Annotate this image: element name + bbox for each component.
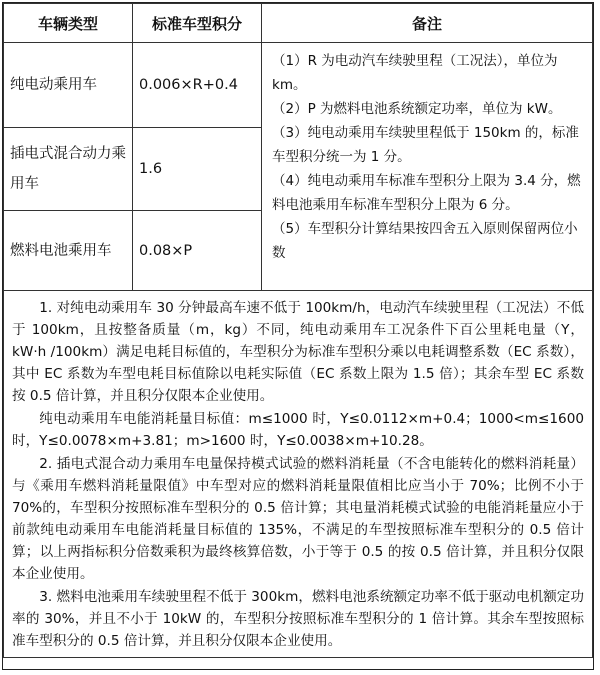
score-bev: 0.006×R+0.4 <box>133 43 262 128</box>
note-paragraph: 2. 插电式混合动力乘用车电量保持模式试验的燃料消耗量（不含电能转化的燃料消耗量）与《乘用车燃料消耗量限值》中车型对应的燃料消耗量限值相比应当小于 70%；比例不小于 70%的，车型积分按照标准车型积分的 0.5 倍计算；其电量消耗模式试验的电能消耗量应小于前款纯电动乘用车电能消耗量目标值的 135%，不满足的车型按照标准车型积分的 0.5 倍计算；以上两指标积分倍数乘积为最终核算倍数，小于等于 0.5 的按 0.5 倍计算，并且积分仅限本企业使用。 <box>12 456 584 582</box>
notes-cell <box>4 291 593 658</box>
remark-item: （5）车型积分计算结果按四舍五入原则保留两位小数 <box>272 221 578 261</box>
vehicle-type-phev: 插电式混合动力乘用车 <box>4 128 133 211</box>
vehicle-credit-table <box>3 3 593 658</box>
score-phev: 1.6 <box>133 128 262 211</box>
note-paragraph: 纯电动乘用车电能消耗量目标值：m≤1000 时，Y≤0.0112×m+0.4；1000<m≤1600 时，Y≤0.0078×m+3.81；m>1600 时，Y≤0.0038×m+10.28。 <box>12 411 584 449</box>
remark-item: （4）纯电动乘用车标准车型积分上限为 3.4 分，燃料电池乘用车标准车型积分上限为 6 分。 <box>272 173 581 213</box>
remarks-cell <box>262 43 593 291</box>
remark-item: （2）P 为燃料电池系统额定功率，单位为 kW。 <box>272 101 562 117</box>
credit-table-sheet <box>2 2 594 670</box>
header-vehicle-type: 车辆类型 <box>4 4 133 43</box>
header-remarks: 备注 <box>262 4 593 43</box>
vehicle-type-fcev: 燃料电池乘用车 <box>4 211 133 291</box>
score-fcev: 0.08×P <box>133 211 262 291</box>
header-standard-score: 标准车型积分 <box>133 4 262 43</box>
remark-item: （3）纯电动乘用车续驶里程低于 150km 的，标准车型积分统一为 1 分。 <box>272 125 579 165</box>
notes-row <box>4 291 593 658</box>
table-header-row <box>4 4 593 43</box>
note-paragraph: 1. 对纯电动乘用车 30 分钟最高车速不低于 100km/h，电动汽车续驶里程（工况法）不低于 100km，且按整备质量（m，kg）不同，纯电动乘用车工况条件下百公里耗电量（Y，kW·h /100km）满足电耗目标值的，车型积分为标准车型积分乘以电耗调整系数（EC 系数），其中 EC 系数为车型电耗目标值除以电耗实际值（EC 系数上限为 1.5 倍）；其余车型 EC 系数按 0.5 倍计算，并且积分仅限本企业使用。 <box>12 300 584 404</box>
table-row <box>4 43 593 128</box>
note-paragraph: 3. 燃料电池乘用车续驶里程不低于 300km，燃料电池系统额定功率不低于驱动电机额定功率的 30%，并且不小于 10kW 的，车型积分按照标准车型积分的 1 倍计算。其余车型按照标准车型积分的 0.5 倍计算，并且积分仅限本企业使用。 <box>12 589 584 649</box>
vehicle-type-bev: 纯电动乘用车 <box>4 43 133 128</box>
remark-item: （1）R 为电动汽车续驶里程（工况法），单位为 km。 <box>272 53 558 93</box>
